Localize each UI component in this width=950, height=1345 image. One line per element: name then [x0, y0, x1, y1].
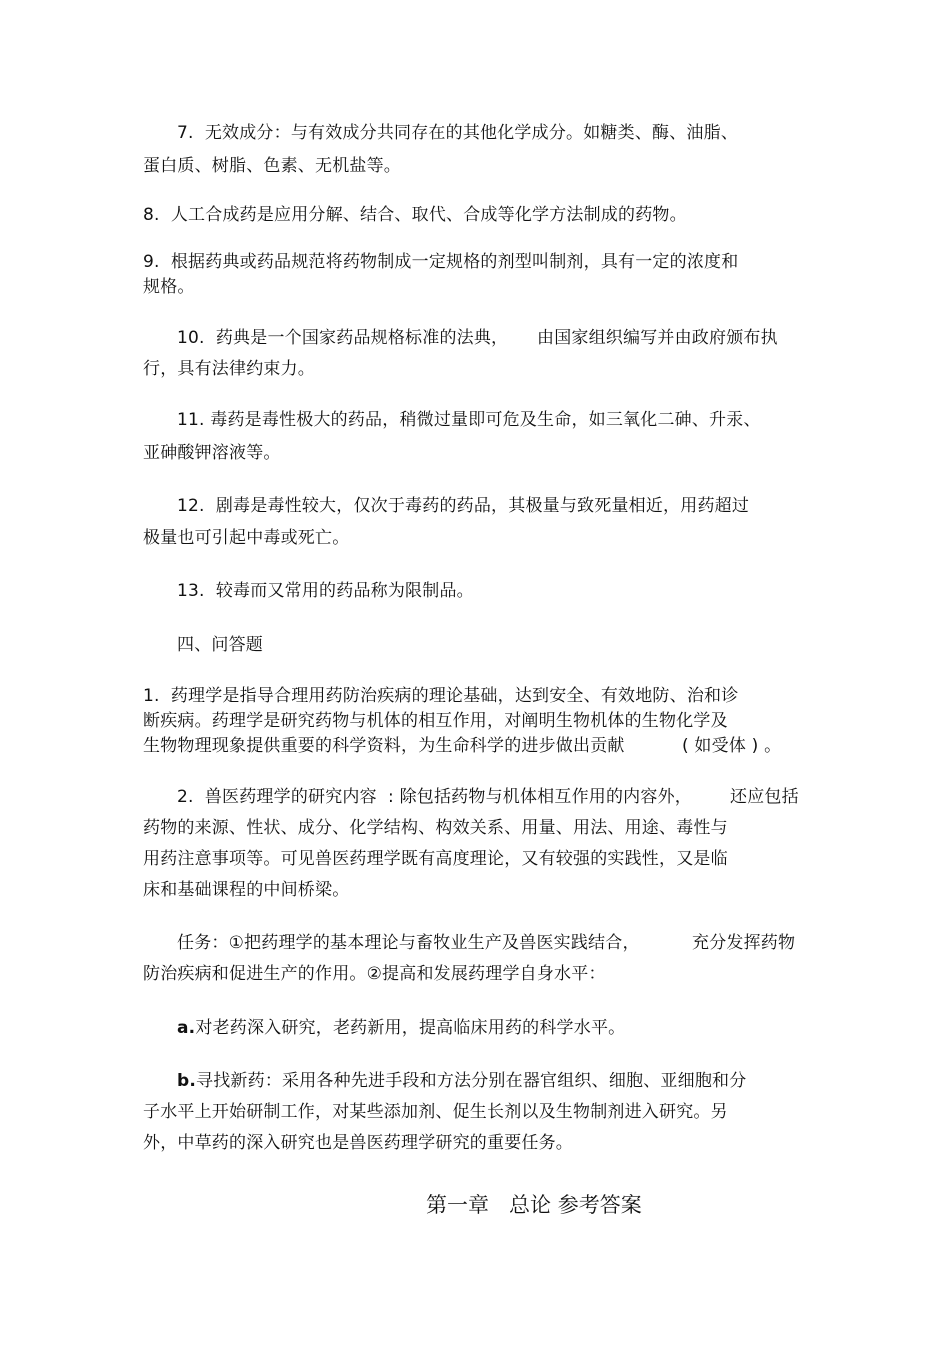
item-11-line-1: 11. 毒药是毒性极大的药品，稍微过量即可危及生命，如三氧化二砷、升汞、 [177, 410, 761, 430]
item-10-line-1b: 由国家组织编写并由政府颁布执 [537, 328, 778, 348]
chapter-heading: 第一章 总论 参考答案 [426, 1193, 642, 1217]
task-b-line-1 [177, 1070, 746, 1092]
answer-2-line-4: 床和基础课程的中间桥梁。 [143, 880, 350, 900]
task-b-line-2: 子水平上开始研制工作，对某些添加剂、促生长剂以及生物制剂进入研究。另 [143, 1102, 728, 1122]
answer-1-line-3a: 生物物理现象提供重要的科学资料，为生命科学的进步做出贡献 [143, 736, 625, 756]
answer-2-line-3: 用药注意事项等。可见兽医药理学既有高度理论，又有较强的实践性，又是临 [143, 849, 728, 869]
task-b-line-3: 外，中草药的深入研究也是兽医药理学研究的重要任务。 [143, 1133, 573, 1153]
item-11-line-2: 亚砷酸钾溶液等。 [143, 443, 281, 463]
item-7-line-2: 蛋白质、树脂、色素、无机盐等。 [143, 156, 401, 176]
task-line-2: 防治疾病和促进生产的作用。②提高和发展药理学自身水平： [143, 964, 606, 984]
task-a-marker: a. [177, 1018, 196, 1038]
answer-2-line-1b: 还应包括 [730, 787, 799, 807]
task-line-1b: 充分发挥药物 [692, 933, 796, 953]
item-9-line-2: 规格。 [143, 277, 195, 297]
item-13-line-1: 13. 较毒而又常用的药品称为限制品。 [177, 581, 474, 601]
task-a [177, 1017, 625, 1039]
section-4-title: 四、问答题 [177, 635, 263, 655]
item-12-line-2: 极量也可引起中毒或死亡。 [143, 528, 350, 548]
item-8-line-1: 8. 人工合成药是应用分解、结合、取代、合成等化学方法制成的药物。 [143, 205, 687, 225]
task-b-marker: b. [177, 1071, 197, 1091]
answer-2-line-1a: 2. 兽医药理学的研究内容 : 除包括药物与机体相互作用的内容外， [177, 787, 692, 807]
answer-1-line-1: 1. 药理学是指导合理用药防治疾病的理论基础，达到安全、有效地防、治和诊 [143, 686, 739, 706]
answer-1-line-3b: ( 如受体 ) 。 [682, 736, 782, 756]
item-7-line-1: 7. 无效成分：与有效成分共同存在的其他化学成分。如糖类、酶、油脂、 [177, 123, 739, 143]
item-12-line-1: 12. 剧毒是毒性较大，仅次于毒药的药品，其极量与致死量相近，用药超过 [177, 496, 750, 516]
item-10-line-1a: 10. 药典是一个国家药品规格标准的法典， [177, 328, 509, 348]
task-a-text: 对老药深入研究，老药新用，提高临床用药的科学水平。 [195, 1018, 626, 1038]
answer-1-line-2: 断疾病。药理学是研究药物与机体的相互作用，对阐明生物机体的生物化学及 [143, 711, 728, 731]
answer-2-line-2: 药物的来源、性状、成分、化学结构、构效关系、用量、用法、用途、毒性与 [143, 818, 728, 838]
task-line-1a: 任务：①把药理学的基本理论与畜牧业生产及兽医实践结合， [177, 933, 640, 953]
task-b-line-1-text: 寻找新药：采用各种先进手段和方法分别在器官组织、细胞、亚细胞和分 [196, 1071, 747, 1091]
item-10-line-2: 行，具有法律约束力。 [143, 359, 315, 379]
item-9-line-1: 9. 根据药典或药品规范将药物制成一定规格的剂型叫制剂，具有一定的浓度和 [143, 252, 739, 272]
